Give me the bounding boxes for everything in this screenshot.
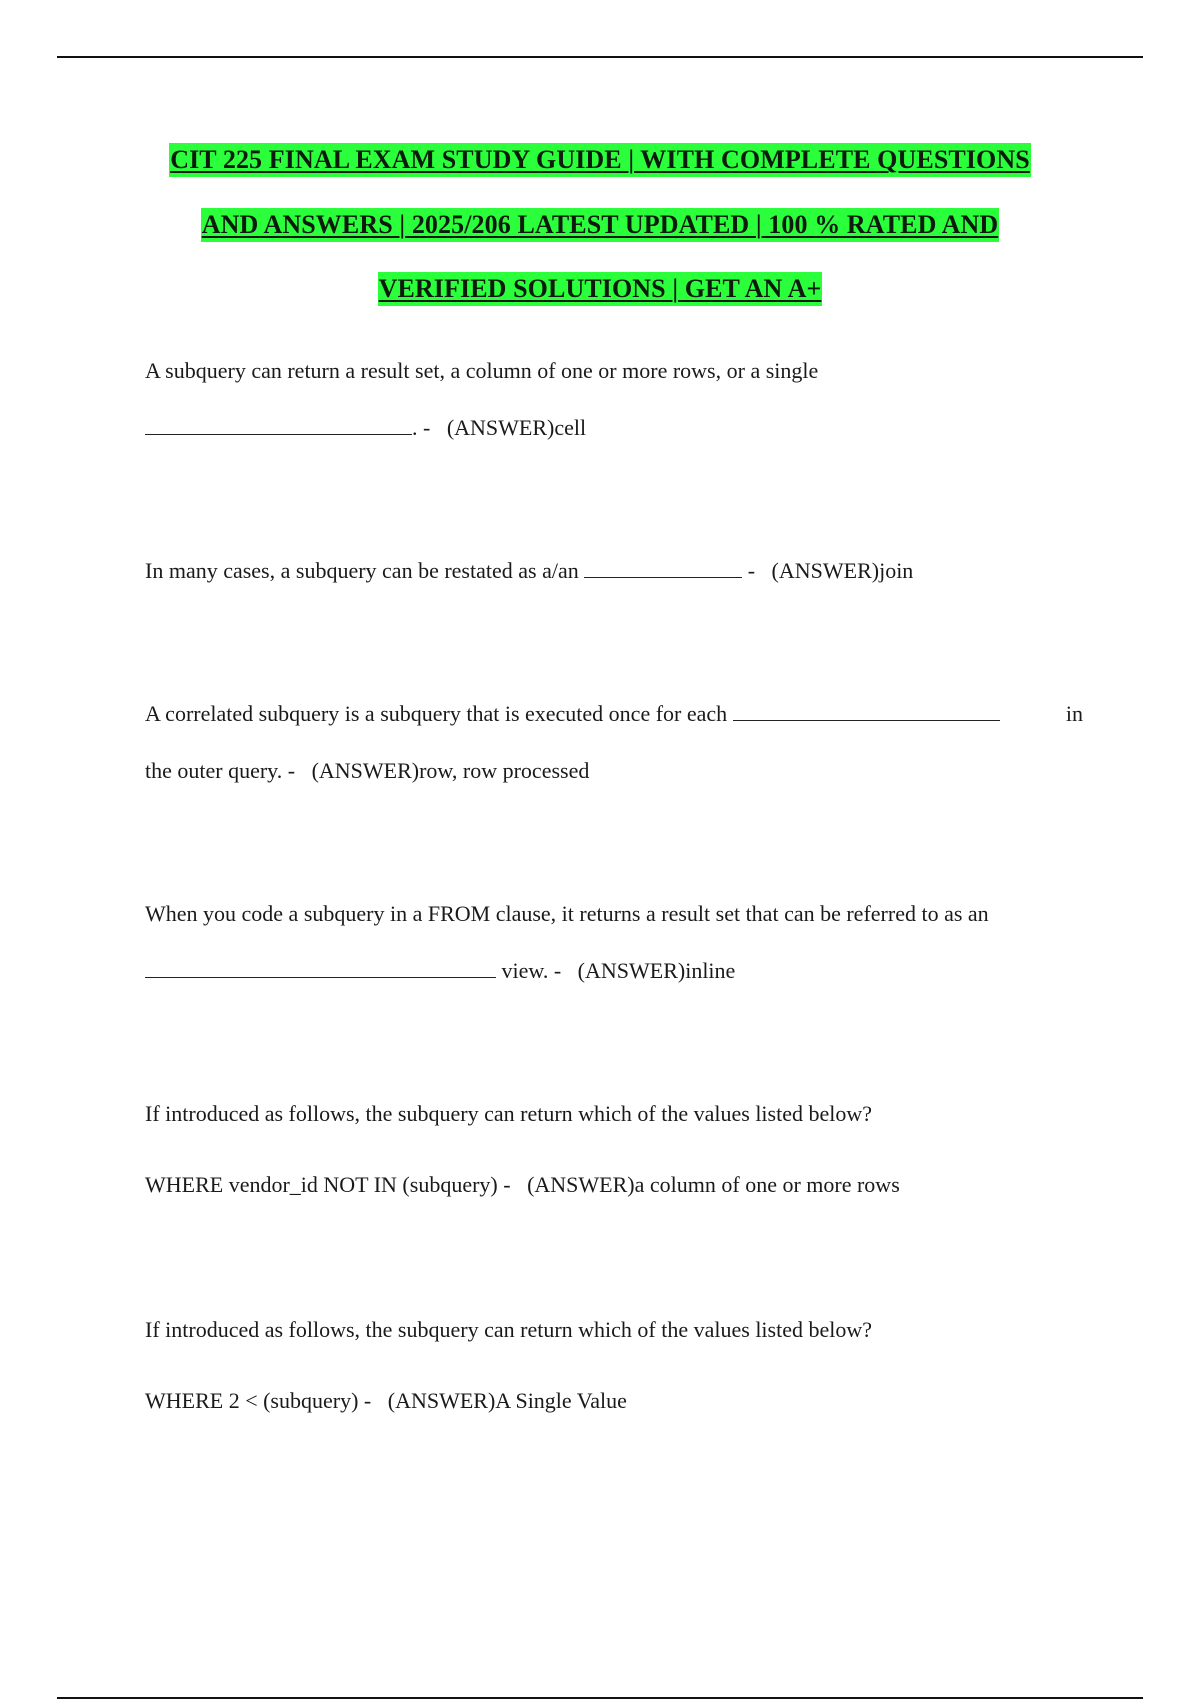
question-6-line-2: WHERE 2 < (subquery) - (ANSWER)A Single Value <box>145 1388 627 1413</box>
document-title <box>60 138 1140 332</box>
top-rule <box>57 56 1143 58</box>
question-6-line-1: If introduced as follows, the subquery can return which of the values listed below? <box>145 1317 873 1342</box>
title-line-2: AND ANSWERS | 2025/206 LATEST UPDATED | 100 % RATED AND <box>60 203 1140 268</box>
title-line-3: VERIFIED SOLUTIONS | GET AN A+ <box>60 267 1140 332</box>
question-3-line-1: A correlated subquery is a subquery that is executed once for each in <box>145 701 1083 726</box>
question-4-line-1: When you code a subquery in a FROM clause, it returns a result set that can be referred to as an <box>145 901 989 926</box>
bottom-rule <box>57 1697 1143 1699</box>
question-5-line-1: If introduced as follows, the subquery can return which of the values listed below? <box>145 1101 873 1126</box>
fill-in-blank <box>733 700 1000 721</box>
fill-in-blank <box>584 557 742 578</box>
question-3-line-2: the outer query. - (ANSWER)row, row processed <box>145 758 590 783</box>
question-5-line-2: WHERE vendor_id NOT IN (subquery) - (ANSWER)a column of one or more rows <box>145 1172 900 1197</box>
question-1-line-2: . - (ANSWER)cell <box>145 414 1085 442</box>
question-2: In many cases, a subquery can be restated as a/an - (ANSWER)join <box>145 558 914 583</box>
fill-in-blank <box>145 414 412 435</box>
title-line-1: CIT 225 FINAL EXAM STUDY GUIDE | WITH COMPLETE QUESTIONS <box>60 138 1140 203</box>
question-1-line-1: A subquery can return a result set, a column of one or more rows, or a single <box>145 358 819 383</box>
question-4-line-2: view. - (ANSWER)inline <box>145 957 1085 985</box>
fill-in-blank <box>145 957 496 978</box>
